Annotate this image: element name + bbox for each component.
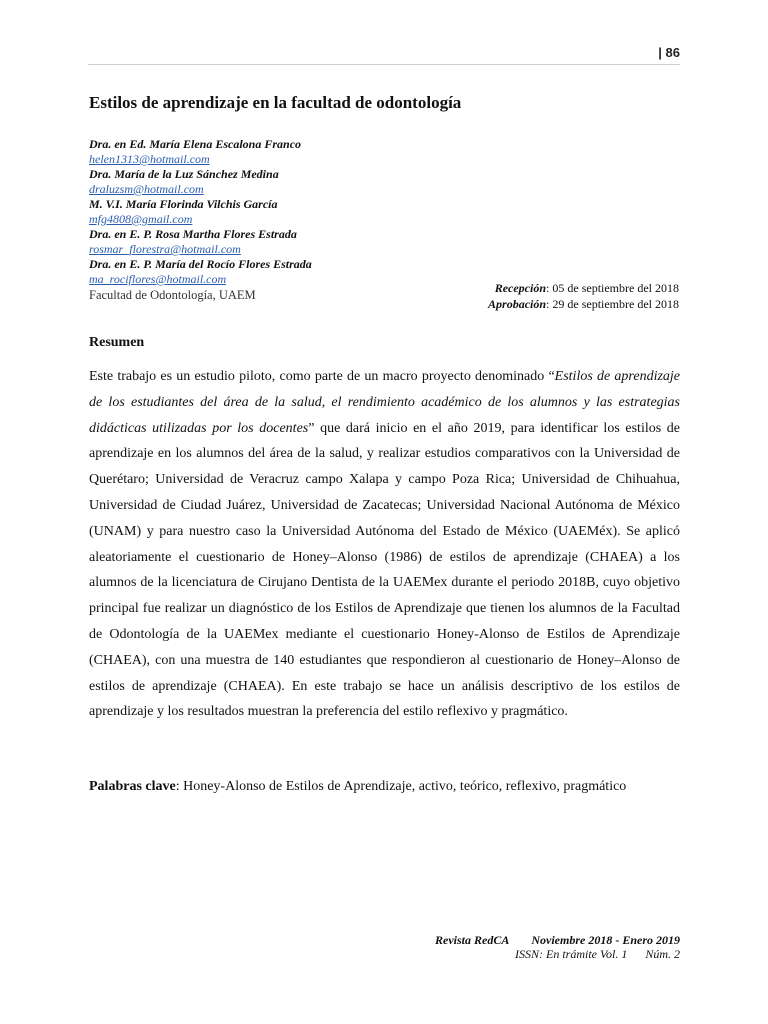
author-name: Dra. en Ed. María Elena Escalona Franco: [89, 137, 302, 151]
journal-name: Revista RedCA: [435, 933, 510, 947]
author-name: M. V.I. María Florinda Vilchis García: [89, 197, 278, 211]
affiliation: Facultad de Odontología, UAEM: [89, 288, 256, 302]
author-email-link[interactable]: mfg4808@gmail.com: [89, 212, 193, 226]
abstract-text-intro: Este trabajo es un estudio piloto, como parte de un macro proyecto denominado “: [89, 369, 555, 384]
abstract-heading: Resumen: [89, 335, 145, 350]
footer-line-1: [435, 933, 680, 947]
approval-value: : 29 de septiembre del 2018: [546, 297, 679, 311]
author-name: Dra. en E. P. María del Rocío Flores Estrada: [89, 257, 312, 271]
abstract-body: [89, 364, 680, 725]
abstract-project-title: Estilos de aprendizaje de los estudiantes del área de la salud, el rendimiento académico de los alumnos y las estrategias didácticas utilizadas por los docentes: [89, 369, 681, 436]
header-divider: [88, 64, 680, 65]
submission-dates: [488, 280, 679, 312]
author-email-link[interactable]: draluzsm@hotmail.com: [89, 182, 204, 196]
article-title: Estilos de aprendizaje en la facultad de odontología: [89, 93, 462, 112]
footer-line-2: [435, 947, 680, 961]
keywords-list: : Honey-Alonso de Estilos de Aprendizaje, activo, teórico, reflexivo, pragmático: [175, 779, 627, 794]
keywords: [89, 776, 680, 798]
author-email-link[interactable]: ma_rociflores@hotmail.com: [89, 272, 227, 286]
approval-label: Aprobación: [488, 297, 547, 311]
reception-date: [488, 280, 679, 296]
reception-label: Recepción: [494, 281, 547, 295]
abstract-text-body: ” que dará inicio en el año 2019, para identificar los estilos de aprendizaje en los alumnos del área de la salud, y realizar estudios comparativos con la Universidad de Querétaro; Universidad de Veracruz campo Xalapa y campo Poza Rica; Universidad de Chihuahua, Universidad de Ciudad Juárez, Universidad de Zacatecas; Universidad Nacional Autónoma de México (UNAM) y para nuestro caso la Universidad Autónoma del Estado de México (UAEMéx). Se aplicó aleatoriamente el cuestionario de Honey–Alonso (1986) de estilos de aprendizaje (CHAEA) a los alumnos de la licenciatura de Cirujano Dentista de la UAEMex durante el periodo 2018B, cuyo objetivo principal fue realizar un diagnóstico de los Estilos de Aprendizaje que tienen los alumnos de la Facultad de Odontología de la UAEMex mediante el cuestionario Honey-Alonso de Estilos de Aprendizaje (CHAEA), con una muestra de 140 estudiantes que respondieron al cuestionario de Honey–Alonso de estilos de aprendizaje (CHAEA). En este trabajo se hace un análisis descriptivo de los estilos de aprendizaje y los resultados muestran la preferencia del estilo reflexivo y pragmático.: [89, 420, 680, 720]
journal-issn: ISSN: En trámite Vol. 1: [515, 947, 628, 961]
author-email-link[interactable]: rosmar_florestra@hotmail.com: [89, 242, 241, 256]
author-email-link[interactable]: helen1313@hotmail.com: [89, 152, 210, 166]
reception-value: : 05 de septiembre del 2018: [546, 281, 679, 295]
page-footer: [435, 933, 680, 961]
author-name: Dra. en E. P. Rosa Martha Flores Estrada: [89, 227, 297, 241]
journal-number: Núm. 2: [645, 947, 680, 961]
approval-date: [488, 296, 679, 312]
author-list: [89, 137, 449, 303]
page-number: | 86: [658, 45, 680, 60]
journal-issue: Noviembre 2018 - Enero 2019: [531, 933, 680, 947]
author-name: Dra. María de la Luz Sánchez Medina: [89, 167, 279, 181]
keywords-label: Palabras clave: [89, 779, 176, 794]
